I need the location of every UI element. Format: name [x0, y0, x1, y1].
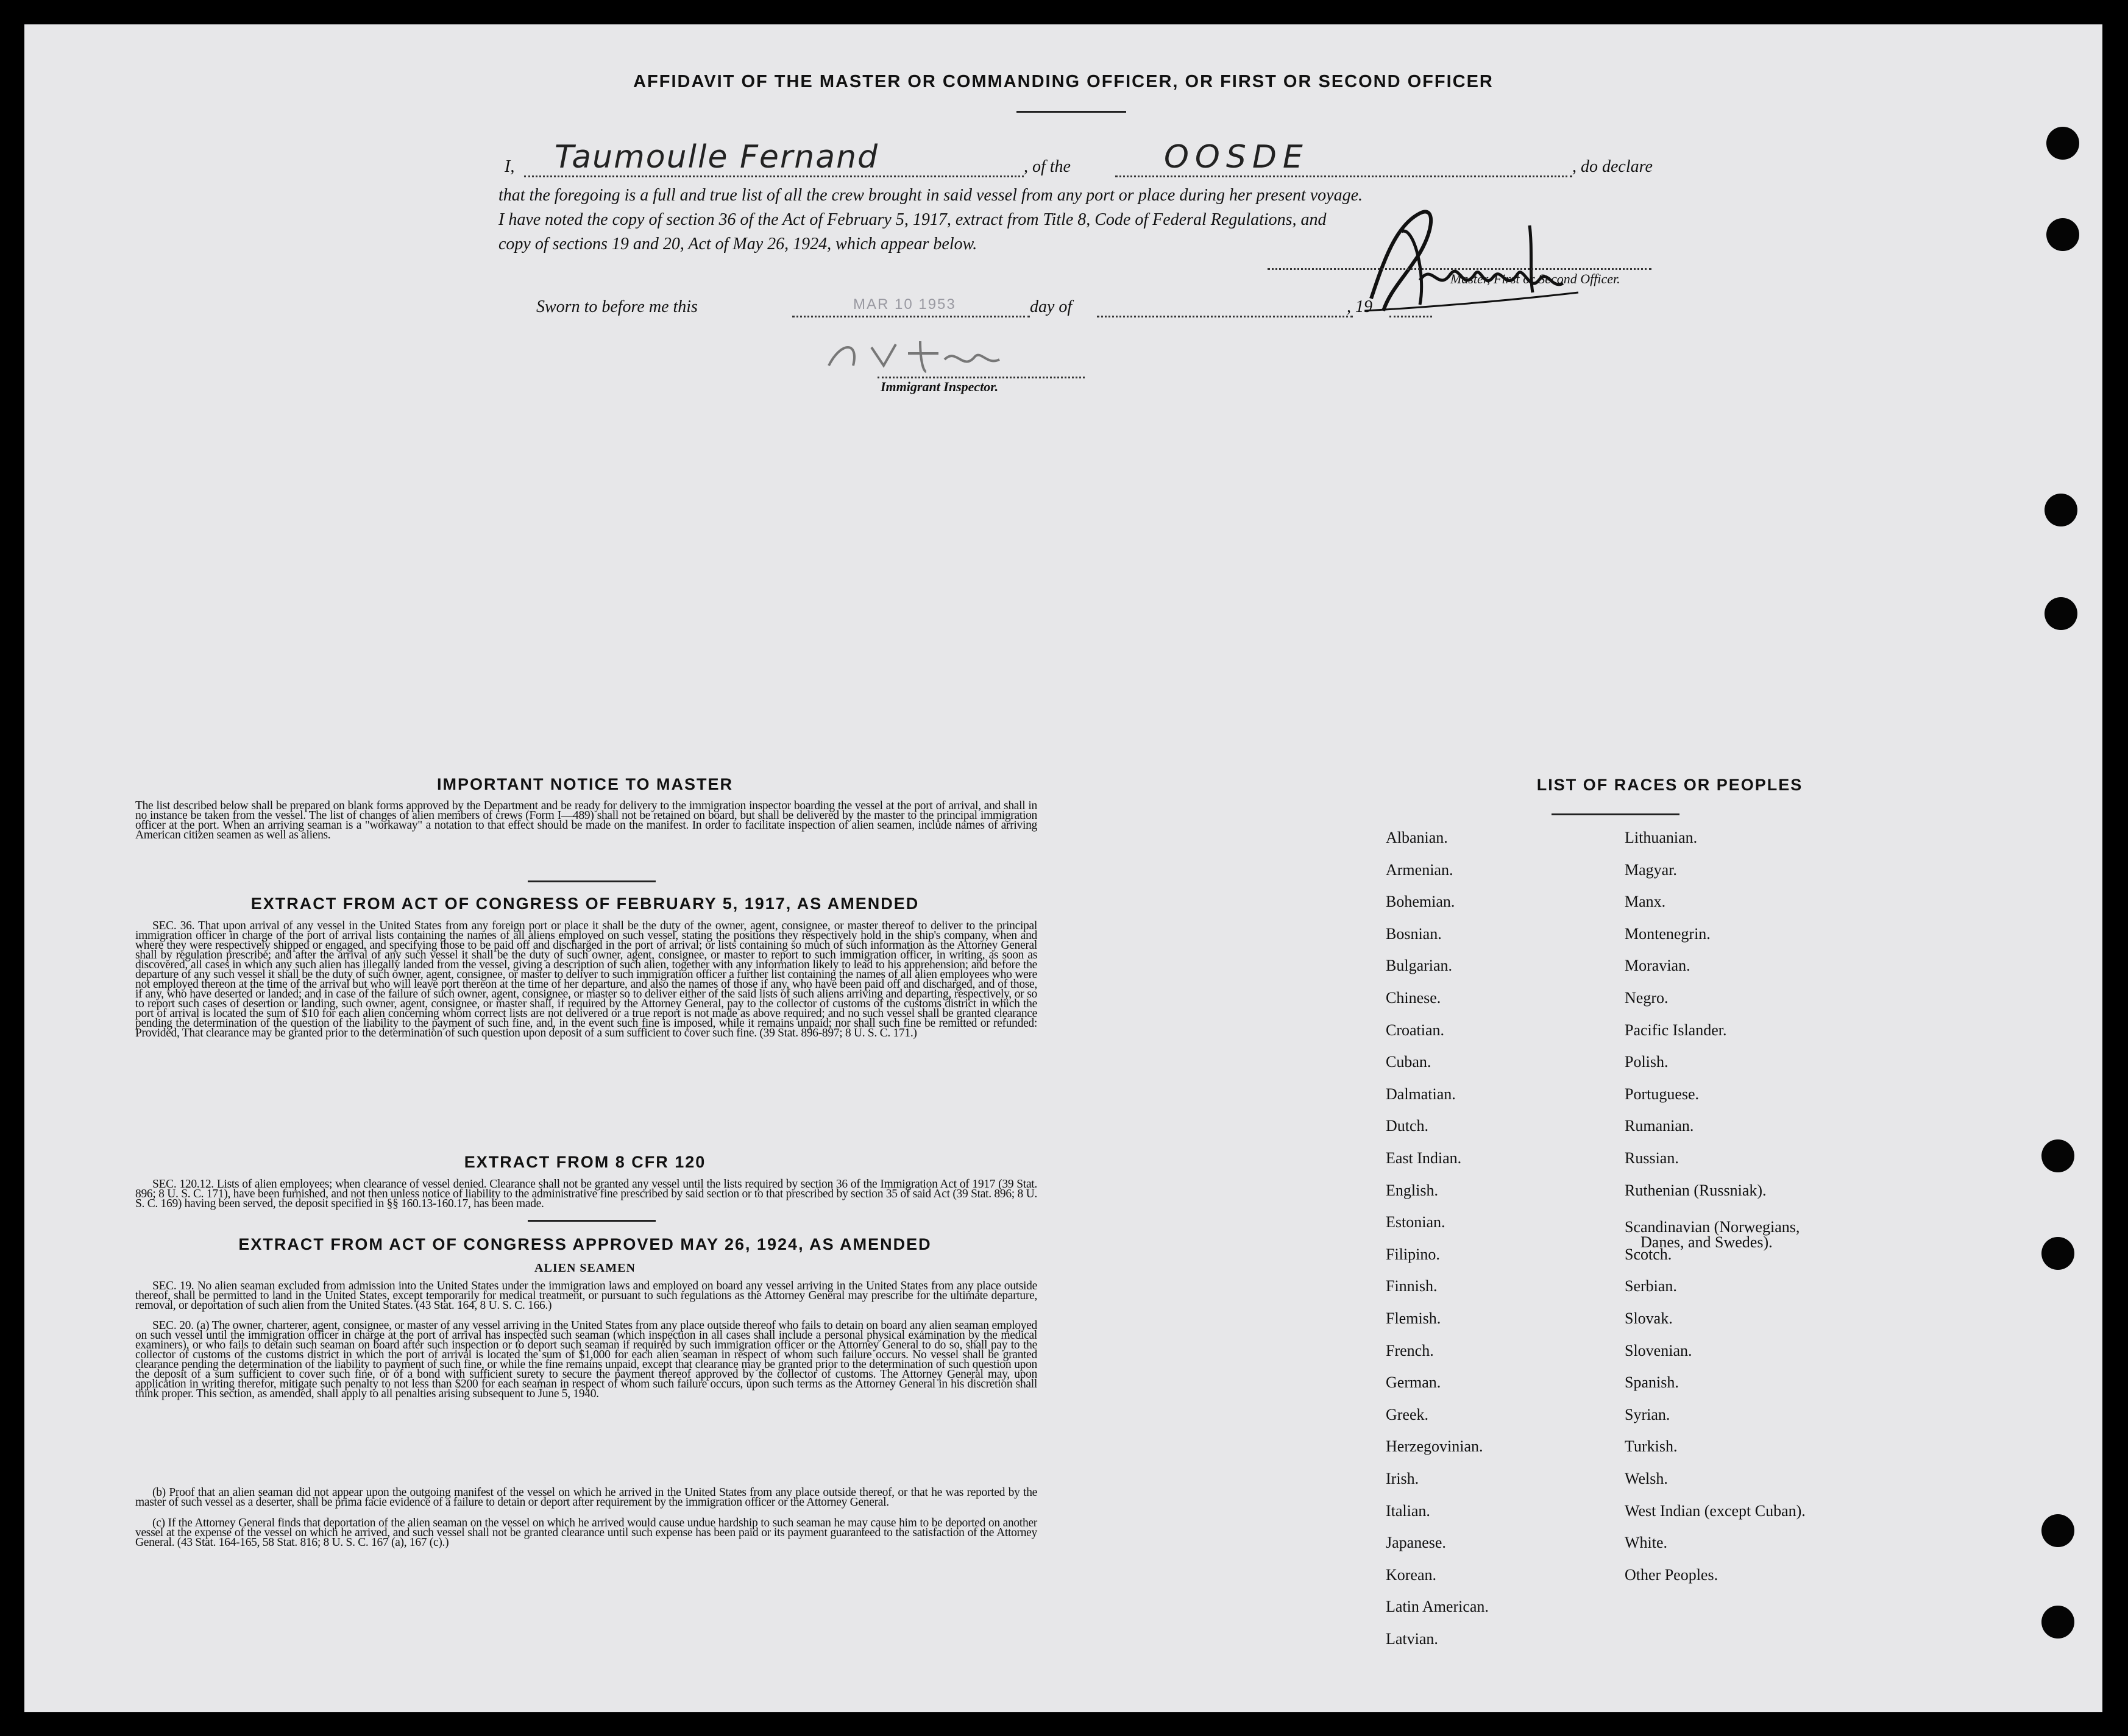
title-divider — [1016, 111, 1126, 113]
race-item: Scotch. — [1625, 1245, 1672, 1263]
extract-1917-title: EXTRACT FROM ACT OF CONGRESS OF FEBRUARY 5, 1917, AS AMENDED — [250, 895, 920, 913]
extract-1924-title: EXTRACT FROM ACT OF CONGRESS APPROVED MAY 26, 1924, AS AMENDED — [238, 1235, 932, 1253]
race-item: Latin American. — [1386, 1598, 1489, 1616]
extract-cfr-title: EXTRACT FROM 8 CFR 120 — [464, 1153, 706, 1171]
year-fill-line — [1389, 316, 1432, 317]
declaration-line-3: I have noted the copy of section 36 of the Act of February 5, 1917, extract from Title 8, Code of Federal Regulations, and — [498, 210, 1327, 229]
race-item: Magyar. — [1625, 860, 1677, 879]
binder-hole — [2041, 1139, 2074, 1172]
race-item: Irish. — [1386, 1470, 1419, 1487]
race-item: White. — [1625, 1534, 1668, 1552]
inspector-caption: Immigrant Inspector. — [881, 379, 999, 394]
race-item: Estonian. — [1386, 1213, 1445, 1231]
race-item: West Indian (except Cuban). — [1625, 1501, 1806, 1520]
race-item: Flemish. — [1386, 1309, 1441, 1327]
sec-20b-text: (b) Proof that an alien seaman did not appear upon the outgoing manifest of the vessel on which he arrived in the United States from any place outside thereof, or that he was reported by the master of such vessel as a deserter, shall be prima facie evidence of a failure to detain or deport after requirement by the immigration officer or the Attorney General. — [135, 1486, 1037, 1509]
race-item: Slovenian. — [1625, 1341, 1692, 1359]
sworn-date-stamp: MAR 10 1953 — [853, 296, 956, 313]
vessel-fill-line — [1115, 175, 1572, 177]
race-item: Rumanian. — [1625, 1117, 1694, 1135]
i-label: I, — [505, 157, 515, 176]
notice-text: The list described below shall be prepared on blank forms approved by the Department and be ready for delivery to the immigration inspector boarding the vessel at the port of arrival, and shall in no instance be taken from the vessel. The list of changes of alien members of crews (Form I—489) shall not be retained on board, but shall be delivered by the master to the principal immigration officer at the port. When an arriving seaman is a "workaway" a notation to that effect should be made on the manifest. In order to facilitate inspection of alien seamen, include names of arriving American citizen seamen as well as aliens. — [135, 799, 1037, 841]
race-item: Albanian. — [1386, 829, 1448, 846]
affidavit-title: AFFIDAVIT OF THE MASTER OR COMMANDING OFFICER, OR FIRST OR SECOND OFFICER — [633, 72, 1494, 91]
race-item: Polish. — [1625, 1053, 1669, 1071]
race-item: Lithuanian. — [1625, 829, 1698, 846]
name-fill-line — [524, 175, 1024, 177]
race-item: Filipino. — [1386, 1245, 1440, 1263]
races-title: LIST OF RACES OR PEOPLES — [1536, 776, 1803, 794]
declaration-line-2: that the foregoing is a full and true list of all the crew brought in said vessel from any port or place during her present voyage. — [498, 186, 1363, 205]
race-item: Other Peoples. — [1625, 1565, 1718, 1584]
race-item: Latvian. — [1386, 1630, 1438, 1648]
binder-hole — [2041, 1606, 2074, 1639]
sworn-date-fill — [792, 316, 1030, 317]
declaration-line-1 — [500, 139, 1682, 182]
race-item: Syrian. — [1625, 1405, 1670, 1423]
race-item: Cuban. — [1386, 1053, 1431, 1071]
race-item: Spanish. — [1625, 1373, 1679, 1392]
race-item: Armenian. — [1386, 860, 1453, 879]
race-item: Dutch. — [1386, 1117, 1429, 1135]
binder-hole — [2041, 1237, 2074, 1270]
race-item: Manx. — [1625, 893, 1666, 911]
sec-20c-text: (c) If the Attorney General finds that deportation of the alien seaman on the vessel on which he arrived would cause undue hardship to such seaman he may cause him to be deported on another vessel at the expense of the vessel on which he arrived, and such vessel shall not be granted clearance until such expense has been paid or its payment guaranteed to the satisfaction of the Attorney General. (43 Stat. 164-165, 58 Stat. 816; 8 U. S. C. 167 (a), 167 (c).) — [135, 1517, 1037, 1549]
signature-caption: Master, First or Second Officer. — [1450, 271, 1620, 286]
vessel-name-handwritten: OOSDE — [1164, 139, 1309, 175]
race-item: German. — [1386, 1373, 1441, 1392]
race-item: Dalmatian. — [1386, 1085, 1456, 1103]
extract-1917-text: SEC. 36. That upon arrival of any vessel in the United States from any foreign port or place it shall be the duty of the owner, agent, consignee, or master thereof to deliver to the principal immigration officer in charge of the port of arrival lists containing the names of all aliens employed on such vessel, stating the positions they respectively hold in the ship's company, when and where they were respectively shipped or engaged, and specifying those to be paid off and discharged in the port of arrival; or lists containing so much of such information as the Attorney General shall by regulation prescribe; and after the arrival of any such vessel it shall be the duty of such owner, agent, consignee, or master to report to such immigration officer, in writing, as soon as discovered, all cases in which any such alien has illegally landed from the vessel, giving a description of such alien, together with any information likely to lead to his apprehension; and before the departure of any such vessel it shall be the duty of such owner, agent, consignee, or master to deliver to such immigration officer a further list containing the names of all alien employees who were not employed thereon at the time of the arrival but who will leave port thereon at the time of her departure, and also the names of those if any, who have been paid off and discharged, and of those, if any, who have deserted or landed; and in case of the failure of such owner, agent, consignee, or master so to deliver either of the said lists of such aliens arriving and departing, respectively, or so to report such cases of desertion or landing, such owner, agent, consignee, or master shall, if required by the Attorney General, pay to the collector of customs of the customs district in which the port of arrival is located the sum of $10 for each alien concerning whom correct lists are not delivered or a true report is not made as above required; and no such vessel shall be granted clearance pending the determination of the question of the liability to the payment of such fine, and, in the event such fine is imposed, while it remains unpaid; nor shall such fine be remitted or refunded: Provided, That clearance may be granted prior to the determination of such question upon deposit of a sum sufficient to cover such fine. (39 Stat. 896-897; 8 U. S. C. 171.) — [135, 919, 1037, 1040]
race-item: Scandinavian (Norwegians, — [1625, 1218, 1800, 1236]
notice-title: IMPORTANT NOTICE TO MASTER — [437, 775, 733, 793]
binder-hole — [2046, 218, 2079, 251]
race-item: Welsh. — [1625, 1470, 1668, 1487]
race-item: Korean. — [1386, 1565, 1437, 1584]
declaration-line-4: copy of sections 19 and 20, Act of May 26, 1924, which appear below. — [498, 235, 977, 253]
extract-cfr-text: SEC. 120.12. Lists of alien employees; when clearance of vessel denied. Clearance shall not be granted any vessel until the lists required by section 36 of the Immigration Act of 1917 (39 Stat. 896; 8 U. S. C. 171), have been furnished, and not then unless notice of liability to the administrative fine prescribed by said section or to that prescribed by section 35 of said Act (39 Stat. 896; 8 U. S. C. 169) having been served, the deposit specified in §§ 160.13-160.17, has been made. — [135, 1178, 1037, 1210]
race-item: Chinese. — [1386, 989, 1441, 1007]
master-name-handwritten: Taumoulle Fernand — [555, 139, 879, 175]
race-item: Bosnian. — [1386, 924, 1442, 943]
binder-hole — [2045, 494, 2077, 526]
form-page — [24, 24, 2102, 1712]
race-item: Montenegrin. — [1625, 924, 1711, 943]
year-label: , 19 — [1347, 297, 1372, 316]
race-item: Ruthenian (Russniak). — [1625, 1181, 1767, 1199]
race-item: Herzegovinian. — [1386, 1437, 1483, 1456]
race-item: Danes, and Swedes). — [1640, 1233, 1773, 1252]
race-item: Italian. — [1386, 1501, 1430, 1520]
race-item: French. — [1386, 1341, 1434, 1359]
inspector-signature — [817, 329, 1024, 384]
race-item: Slovak. — [1625, 1309, 1673, 1327]
race-item: East Indian. — [1386, 1149, 1462, 1167]
race-item: Negro. — [1625, 989, 1669, 1007]
signature-fill-line — [1268, 268, 1651, 270]
race-item: Japanese. — [1386, 1534, 1446, 1552]
notice-divider — [528, 880, 656, 882]
race-item: Pacific Islander. — [1625, 1021, 1727, 1039]
sworn-label: Sworn to before me this — [536, 297, 698, 316]
race-item: Finnish. — [1386, 1277, 1438, 1295]
binder-hole — [2041, 1514, 2074, 1547]
race-item: Russian. — [1625, 1149, 1679, 1167]
races-left-column — [1386, 829, 1605, 1682]
month-fill-line — [1097, 316, 1353, 317]
cfr-divider — [528, 1220, 656, 1222]
sworn-line — [536, 292, 1389, 323]
race-item: Bohemian. — [1386, 893, 1455, 911]
race-item: Serbian. — [1625, 1277, 1677, 1295]
of-the-label: , of the — [1024, 157, 1071, 176]
race-item: Turkish. — [1625, 1437, 1678, 1456]
races-right-column — [1625, 829, 1966, 1682]
binder-hole — [2045, 597, 2077, 630]
race-item: Bulgarian. — [1386, 957, 1453, 975]
binder-hole — [2046, 127, 2079, 160]
race-item: Moravian. — [1625, 957, 1690, 975]
do-declare-label: , do declare — [1572, 157, 1653, 176]
race-item: Portuguese. — [1625, 1085, 1700, 1103]
extract-1924-subtitle: ALIEN SEAMEN — [534, 1261, 636, 1275]
sec-20a-text: SEC. 20. (a) The owner, charterer, agent, consignee, or master of any vessel arriving in the United States from any place outside thereof who fails to detain on board any alien seaman employed on such vessel until the immigration officer in charge at the port of arrival has inspected such seaman (which inspection in all cases shall include a personal physical examination by the medical examiners), or who fails to detain such seaman on board after such inspection or to deport such seaman if required by such immigration officer or the Attorney General to do so, shall pay to the collector of customs of the customs district in which the port of arrival is located the sum of $1,000 for each alien seaman in respect of whom such failure occurs. No vessel shall be granted clearance pending the determination of the liability to payment of such fine, or while the fine remains unpaid, except that clearance may be granted prior to the determination of such question upon the deposit of a sum sufficient to cover such fine, or of a bond with sufficient surety to secure the payment thereof approved by the collector of customs. The Attorney General may, upon application in writing therefor, mitigate such penalty to not less than $200 for each seaman in respect of whom such failure occurs, upon such terms as the Attorney General in his discretion shall think proper. This section, as amended, shall apply to all penalties arising subsequent to June 5, 1940. — [135, 1319, 1037, 1400]
day-of-label: day of — [1030, 297, 1073, 316]
race-item: English. — [1386, 1181, 1438, 1199]
race-item: Greek. — [1386, 1405, 1429, 1423]
sec-19-text: SEC. 19. No alien seaman excluded from admission into the United States under the immigration laws and employed on board any vessel arriving in the United States from any place outside thereof, shall be permitted to land in the United States, except temporarily for medical treatment, or pursuant to such regulations as the Attorney General may prescribe for the ultimate departure, removal, or deportation of such alien from the United States. (43 Stat. 164, 8 U. S. C. 166.) — [135, 1280, 1037, 1312]
races-divider — [1552, 813, 1679, 815]
race-item: Croatian. — [1386, 1021, 1445, 1039]
inspector-fill-line — [878, 377, 1085, 378]
